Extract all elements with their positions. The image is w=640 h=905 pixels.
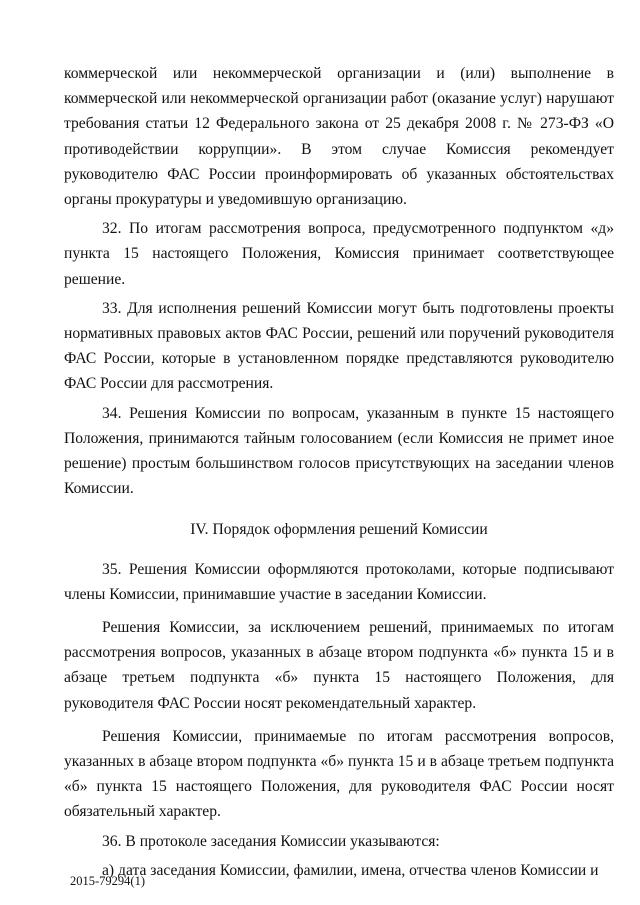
paragraph-32: 32. По итогам рассмотрения вопроса, предусмотренного подпунктом «д» пункта 15 настоящего Положения, Комиссия принимает соответствующее решение. bbox=[64, 220, 614, 288]
paragraph-mandatory: Решения Комиссии, принимаемые по итогам рассмотрения вопросов, указанных в абзаце втором подпункта «б» пункта 15 и в абзаце третьем подпункта «б» пункта 15 настоящего Положения, для руководителя ФАС России носят обязательный характер. bbox=[64, 727, 614, 821]
document-code: 2015-79294(1) bbox=[70, 874, 145, 888]
paragraph-36-a: а) дата заседания Комиссии, фамилии, имена, отчества членов Комиссии и bbox=[102, 861, 599, 879]
paragraph-continuation: коммерческой или некоммерческой организации и (или) выполнение в коммерческой или некоммерческой организации работ (оказание услуг) нарушают требования статьи 12 Федерального закона от 25 декабря 2008 г. № 273-ФЗ «О противодействии коррупции». В этом случае Комиссия рекомендует руководителю ФАС России проинформировать об указанных обстоятельствах органы прокуратуры и уведомившую организацию. bbox=[64, 65, 614, 209]
document-page bbox=[64, 61, 614, 883]
paragraph-34: 34. Решения Комиссии по вопросам, указанным в пункте 15 настоящего Положения, принимаются тайным голосованием (если Комиссия не примет иное решение) простым большинством голосов присутствующих на заседании членов Комиссии. bbox=[64, 404, 614, 498]
paragraph-33: 33. Для исполнения решений Комиссии могут быть подготовлены проекты нормативных правовых актов ФАС России, решений или поручений руководителя ФАС России, которые в установленном порядке представляются руководителю ФАС России для рассмотрения. bbox=[64, 299, 614, 393]
paragraph-recommendatory: Решения Комиссии, за исключением решений, принимаемых по итогам рассмотрения вопросов, указанных в абзаце втором подпункта «б» пункта 15 и в абзаце третьем подпункта «б» пункта 15 настоящего Положения, для руководителя ФАС России носят рекомендательный характер. bbox=[64, 619, 614, 712]
paragraph-35: 35. Решения Комиссии оформляются протоколами, которые подписывают члены Комиссии, принимавшие участие в заседании Комиссии. bbox=[64, 560, 614, 603]
section-heading: IV. Порядок оформления решений Комиссии bbox=[190, 521, 488, 539]
paragraph-36: 36. В протоколе заседания Комиссии указываются: bbox=[102, 832, 440, 850]
